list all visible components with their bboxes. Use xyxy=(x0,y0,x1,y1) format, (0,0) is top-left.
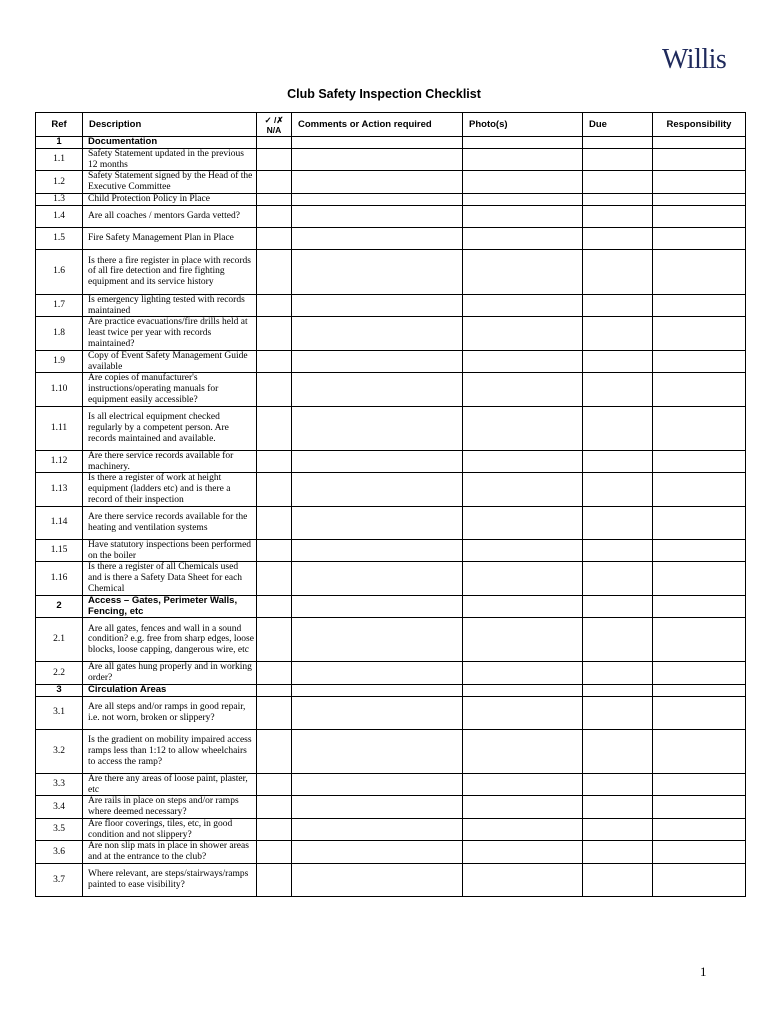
row-description: Are all gates, fences and wall in a sound condition? e.g. free from sharp edges, loose blocks, loose capping, dangerous wire, etc xyxy=(83,618,257,662)
table-row xyxy=(36,249,746,294)
header-check-mark: ✓ /✗ xyxy=(264,114,284,125)
row-description: Safety Statement updated in the previous 12 months xyxy=(83,148,257,171)
row-ref: 2 xyxy=(36,595,83,618)
row-due-cell[interactable] xyxy=(583,171,653,194)
header-ref: Ref xyxy=(36,113,83,137)
row-check-cell[interactable] xyxy=(257,684,292,696)
row-ref: 2.1 xyxy=(36,618,83,662)
row-check-cell[interactable] xyxy=(257,864,292,897)
row-photos-cell[interactable] xyxy=(463,818,583,841)
table-row xyxy=(36,171,746,194)
row-check-cell[interactable] xyxy=(257,205,292,227)
table-row xyxy=(36,539,746,562)
row-comments-cell[interactable] xyxy=(292,350,463,373)
row-comments-cell[interactable] xyxy=(292,205,463,227)
row-comments-cell[interactable] xyxy=(292,506,463,539)
table-row xyxy=(36,841,746,864)
row-photos-cell[interactable] xyxy=(463,373,583,406)
page-number: 1 xyxy=(700,964,707,979)
row-check-cell[interactable] xyxy=(257,773,292,796)
row-description: Are there service records available for the heating and ventilation systems xyxy=(83,506,257,539)
row-due-cell[interactable] xyxy=(583,818,653,841)
row-responsibility-cell[interactable] xyxy=(653,171,746,194)
row-description: Are non slip mats in place in shower areas and at the entrance to the club? xyxy=(83,841,257,864)
row-responsibility-cell[interactable] xyxy=(653,595,746,618)
table-row xyxy=(36,148,746,171)
row-comments-cell[interactable] xyxy=(292,864,463,897)
row-responsibility-cell[interactable] xyxy=(653,696,746,729)
row-comments-cell[interactable] xyxy=(292,684,463,696)
row-description: Are all coaches / mentors Garda vetted? xyxy=(83,205,257,227)
row-description: Is the gradient on mobility impaired access ramps less than 1:12 to allow wheelchairs to access the ramp? xyxy=(83,729,257,773)
table-row xyxy=(36,294,746,317)
row-description: Safety Statement signed by the Head of the Executive Committee xyxy=(83,171,257,194)
row-ref: 1.7 xyxy=(36,294,83,317)
row-check-cell[interactable] xyxy=(257,249,292,294)
row-due-cell[interactable] xyxy=(583,137,653,149)
row-ref: 1.12 xyxy=(36,450,83,473)
row-comments-cell[interactable] xyxy=(292,662,463,685)
checklist-table xyxy=(35,112,746,897)
header-due: Due xyxy=(583,113,653,137)
row-comments-cell[interactable] xyxy=(292,294,463,317)
row-due-cell[interactable] xyxy=(583,473,653,506)
table-row xyxy=(36,350,746,373)
row-comments-cell[interactable] xyxy=(292,148,463,171)
row-check-cell[interactable] xyxy=(257,696,292,729)
row-check-cell[interactable] xyxy=(257,450,292,473)
row-comments-cell[interactable] xyxy=(292,595,463,618)
row-ref: 1.5 xyxy=(36,227,83,249)
row-due-cell[interactable] xyxy=(583,294,653,317)
row-comments-cell[interactable] xyxy=(292,317,463,350)
row-due-cell[interactable] xyxy=(583,595,653,618)
row-due-cell[interactable] xyxy=(583,696,653,729)
row-ref: 1.6 xyxy=(36,249,83,294)
row-ref: 3.5 xyxy=(36,818,83,841)
row-responsibility-cell[interactable] xyxy=(653,864,746,897)
row-photos-cell[interactable] xyxy=(463,406,583,450)
row-responsibility-cell[interactable] xyxy=(653,618,746,662)
row-comments-cell[interactable] xyxy=(292,696,463,729)
row-photos-cell[interactable] xyxy=(463,506,583,539)
header-check-na xyxy=(257,113,292,137)
row-description: Are copies of manufacturer's instructions/operating manuals for equipment easily accessible? xyxy=(83,373,257,406)
row-responsibility-cell[interactable] xyxy=(653,473,746,506)
table-row xyxy=(36,618,746,662)
row-ref: 3.4 xyxy=(36,796,83,819)
row-responsibility-cell[interactable] xyxy=(653,137,746,149)
row-photos-cell[interactable] xyxy=(463,841,583,864)
row-due-cell[interactable] xyxy=(583,684,653,696)
row-photos-cell[interactable] xyxy=(463,350,583,373)
row-description: Are there any areas of loose paint, plaster, etc xyxy=(83,773,257,796)
row-check-cell[interactable] xyxy=(257,148,292,171)
row-check-cell[interactable] xyxy=(257,729,292,773)
row-due-cell[interactable] xyxy=(583,148,653,171)
row-check-cell[interactable] xyxy=(257,171,292,194)
row-check-cell[interactable] xyxy=(257,595,292,618)
row-responsibility-cell[interactable] xyxy=(653,205,746,227)
row-comments-cell[interactable] xyxy=(292,227,463,249)
row-ref: 1.15 xyxy=(36,539,83,562)
row-check-cell[interactable] xyxy=(257,796,292,819)
row-description: Are there service records available for machinery. xyxy=(83,450,257,473)
row-responsibility-cell[interactable] xyxy=(653,539,746,562)
row-description: Is there a fire register in place with records of all fire detection and fire fighting equipment and its service history xyxy=(83,249,257,294)
row-responsibility-cell[interactable] xyxy=(653,818,746,841)
table-body xyxy=(36,137,746,897)
row-check-cell[interactable] xyxy=(257,841,292,864)
row-photos-cell[interactable] xyxy=(463,539,583,562)
row-responsibility-cell[interactable] xyxy=(653,373,746,406)
row-photos-cell[interactable] xyxy=(463,227,583,249)
row-due-cell[interactable] xyxy=(583,317,653,350)
table-row xyxy=(36,796,746,819)
row-photos-cell[interactable] xyxy=(463,148,583,171)
row-ref: 1.9 xyxy=(36,350,83,373)
row-comments-cell[interactable] xyxy=(292,450,463,473)
row-photos-cell[interactable] xyxy=(463,562,583,595)
row-comments-cell[interactable] xyxy=(292,618,463,662)
row-due-cell[interactable] xyxy=(583,864,653,897)
row-ref: 1.16 xyxy=(36,562,83,595)
row-description: Are floor coverings, tiles, etc, in good condition and not slippery? xyxy=(83,818,257,841)
row-due-cell[interactable] xyxy=(583,539,653,562)
row-comments-cell[interactable] xyxy=(292,406,463,450)
row-responsibility-cell[interactable] xyxy=(653,450,746,473)
row-due-cell[interactable] xyxy=(583,662,653,685)
row-due-cell[interactable] xyxy=(583,205,653,227)
row-photos-cell[interactable] xyxy=(463,473,583,506)
row-photos-cell[interactable] xyxy=(463,662,583,685)
row-ref: 1.4 xyxy=(36,205,83,227)
row-due-cell[interactable] xyxy=(583,506,653,539)
row-comments-cell[interactable] xyxy=(292,171,463,194)
table-row xyxy=(36,506,746,539)
row-comments-cell[interactable] xyxy=(292,137,463,149)
row-photos-cell[interactable] xyxy=(463,193,583,205)
row-ref: 1 xyxy=(36,137,83,149)
row-ref: 1.11 xyxy=(36,406,83,450)
row-responsibility-cell[interactable] xyxy=(653,662,746,685)
row-description: Is all electrical equipment checked regularly by a competent person. Are records maintained and available. xyxy=(83,406,257,450)
row-check-cell[interactable] xyxy=(257,818,292,841)
row-description: Where relevant, are steps/stairways/ramps painted to ease visibility? xyxy=(83,864,257,897)
row-responsibility-cell[interactable] xyxy=(653,249,746,294)
row-ref: 3.6 xyxy=(36,841,83,864)
header-na: N/A xyxy=(266,124,282,135)
row-ref: 2.2 xyxy=(36,662,83,685)
row-check-cell[interactable] xyxy=(257,294,292,317)
row-responsibility-cell[interactable] xyxy=(653,506,746,539)
header-description: Description xyxy=(83,113,257,137)
row-description: Fire Safety Management Plan in Place xyxy=(83,227,257,249)
row-responsibility-cell[interactable] xyxy=(653,773,746,796)
row-responsibility-cell[interactable] xyxy=(653,317,746,350)
row-description: Are all gates hung properly and in working order? xyxy=(83,662,257,685)
row-check-cell[interactable] xyxy=(257,506,292,539)
row-responsibility-cell[interactable] xyxy=(653,841,746,864)
row-ref: 1.2 xyxy=(36,171,83,194)
row-responsibility-cell[interactable] xyxy=(653,148,746,171)
row-ref: 3.1 xyxy=(36,696,83,729)
row-description: Copy of Event Safety Management Guide available xyxy=(83,350,257,373)
row-due-cell[interactable] xyxy=(583,562,653,595)
row-due-cell[interactable] xyxy=(583,249,653,294)
row-description: Circulation Areas xyxy=(83,684,257,696)
row-check-cell[interactable] xyxy=(257,317,292,350)
row-description: Child Protection Policy in Place xyxy=(83,193,257,205)
row-ref: 1.10 xyxy=(36,373,83,406)
row-check-cell[interactable] xyxy=(257,539,292,562)
table-row xyxy=(36,317,746,350)
section-row xyxy=(36,595,746,618)
table-row xyxy=(36,227,746,249)
row-description: Are practice evacuations/fire drills held at least twice per year with records maintained? xyxy=(83,317,257,350)
row-ref: 1.8 xyxy=(36,317,83,350)
table-row xyxy=(36,729,746,773)
row-comments-cell[interactable] xyxy=(292,773,463,796)
row-check-cell[interactable] xyxy=(257,662,292,685)
table-row xyxy=(36,406,746,450)
row-due-cell[interactable] xyxy=(583,841,653,864)
row-responsibility-cell[interactable] xyxy=(653,227,746,249)
section-row xyxy=(36,137,746,149)
row-check-cell[interactable] xyxy=(257,227,292,249)
row-responsibility-cell[interactable] xyxy=(653,562,746,595)
row-comments-cell[interactable] xyxy=(292,473,463,506)
table-row xyxy=(36,373,746,406)
row-photos-cell[interactable] xyxy=(463,618,583,662)
row-check-cell[interactable] xyxy=(257,193,292,205)
row-photos-cell[interactable] xyxy=(463,294,583,317)
table-header-row xyxy=(36,113,746,137)
row-ref: 3.7 xyxy=(36,864,83,897)
row-ref: 1.3 xyxy=(36,193,83,205)
row-check-cell[interactable] xyxy=(257,406,292,450)
row-description: Is there a register of work at height equipment (ladders etc) and is there a record of their inspection xyxy=(83,473,257,506)
page-title: Club Safety Inspection Checklist xyxy=(287,87,481,101)
row-check-cell[interactable] xyxy=(257,373,292,406)
row-comments-cell[interactable] xyxy=(292,193,463,205)
table-row xyxy=(36,864,746,897)
row-due-cell[interactable] xyxy=(583,406,653,450)
row-comments-cell[interactable] xyxy=(292,796,463,819)
row-comments-cell[interactable] xyxy=(292,562,463,595)
row-due-cell[interactable] xyxy=(583,773,653,796)
row-due-cell[interactable] xyxy=(583,729,653,773)
row-photos-cell[interactable] xyxy=(463,317,583,350)
table-row xyxy=(36,818,746,841)
header-photos: Photo(s) xyxy=(463,113,583,137)
row-ref: 3 xyxy=(36,684,83,696)
table-row xyxy=(36,473,746,506)
row-comments-cell[interactable] xyxy=(292,249,463,294)
row-comments-cell[interactable] xyxy=(292,818,463,841)
row-due-cell[interactable] xyxy=(583,450,653,473)
row-comments-cell[interactable] xyxy=(292,373,463,406)
row-photos-cell[interactable] xyxy=(463,205,583,227)
table-row xyxy=(36,562,746,595)
row-check-cell[interactable] xyxy=(257,618,292,662)
header-responsibility: Responsibility xyxy=(653,113,746,137)
row-due-cell[interactable] xyxy=(583,618,653,662)
row-description: Have statutory inspections been performed on the boiler xyxy=(83,539,257,562)
row-responsibility-cell[interactable] xyxy=(653,294,746,317)
row-description: Are rails in place on steps and/or ramps where deemed necessary? xyxy=(83,796,257,819)
row-photos-cell[interactable] xyxy=(463,864,583,897)
row-photos-cell[interactable] xyxy=(463,796,583,819)
row-comments-cell[interactable] xyxy=(292,841,463,864)
row-ref: 1.1 xyxy=(36,148,83,171)
row-responsibility-cell[interactable] xyxy=(653,193,746,205)
row-photos-cell[interactable] xyxy=(463,249,583,294)
table-row xyxy=(36,450,746,473)
row-photos-cell[interactable] xyxy=(463,450,583,473)
row-comments-cell[interactable] xyxy=(292,539,463,562)
willis-logo: Willis xyxy=(662,44,727,75)
row-description: Documentation xyxy=(83,137,257,149)
table-row xyxy=(36,193,746,205)
header-comments: Comments or Action required xyxy=(292,113,463,137)
row-photos-cell[interactable] xyxy=(463,684,583,696)
row-responsibility-cell[interactable] xyxy=(653,729,746,773)
table-row xyxy=(36,696,746,729)
row-check-cell[interactable] xyxy=(257,137,292,149)
row-due-cell[interactable] xyxy=(583,227,653,249)
row-comments-cell[interactable] xyxy=(292,729,463,773)
row-due-cell[interactable] xyxy=(583,193,653,205)
row-description: Is emergency lighting tested with records maintained xyxy=(83,294,257,317)
row-ref: 1.13 xyxy=(36,473,83,506)
row-photos-cell[interactable] xyxy=(463,171,583,194)
row-photos-cell[interactable] xyxy=(463,773,583,796)
row-ref: 3.3 xyxy=(36,773,83,796)
row-photos-cell[interactable] xyxy=(463,696,583,729)
row-responsibility-cell[interactable] xyxy=(653,684,746,696)
row-check-cell[interactable] xyxy=(257,562,292,595)
row-check-cell[interactable] xyxy=(257,350,292,373)
row-ref: 3.2 xyxy=(36,729,83,773)
row-description: Is there a register of all Chemicals used and is there a Safety Data Sheet for each Chemical xyxy=(83,562,257,595)
row-photos-cell[interactable] xyxy=(463,729,583,773)
row-due-cell[interactable] xyxy=(583,373,653,406)
row-due-cell[interactable] xyxy=(583,796,653,819)
row-description: Are all steps and/or ramps in good repair, i.e. not worn, broken or slippery? xyxy=(83,696,257,729)
row-photos-cell[interactable] xyxy=(463,595,583,618)
row-responsibility-cell[interactable] xyxy=(653,350,746,373)
section-row xyxy=(36,684,746,696)
row-description: Access – Gates, Perimeter Walls, Fencing, etc xyxy=(83,595,257,618)
table-row xyxy=(36,662,746,685)
row-check-cell[interactable] xyxy=(257,473,292,506)
row-ref: 1.14 xyxy=(36,506,83,539)
row-responsibility-cell[interactable] xyxy=(653,796,746,819)
table-row xyxy=(36,773,746,796)
row-responsibility-cell[interactable] xyxy=(653,406,746,450)
table-row xyxy=(36,205,746,227)
row-due-cell[interactable] xyxy=(583,350,653,373)
row-photos-cell[interactable] xyxy=(463,137,583,149)
